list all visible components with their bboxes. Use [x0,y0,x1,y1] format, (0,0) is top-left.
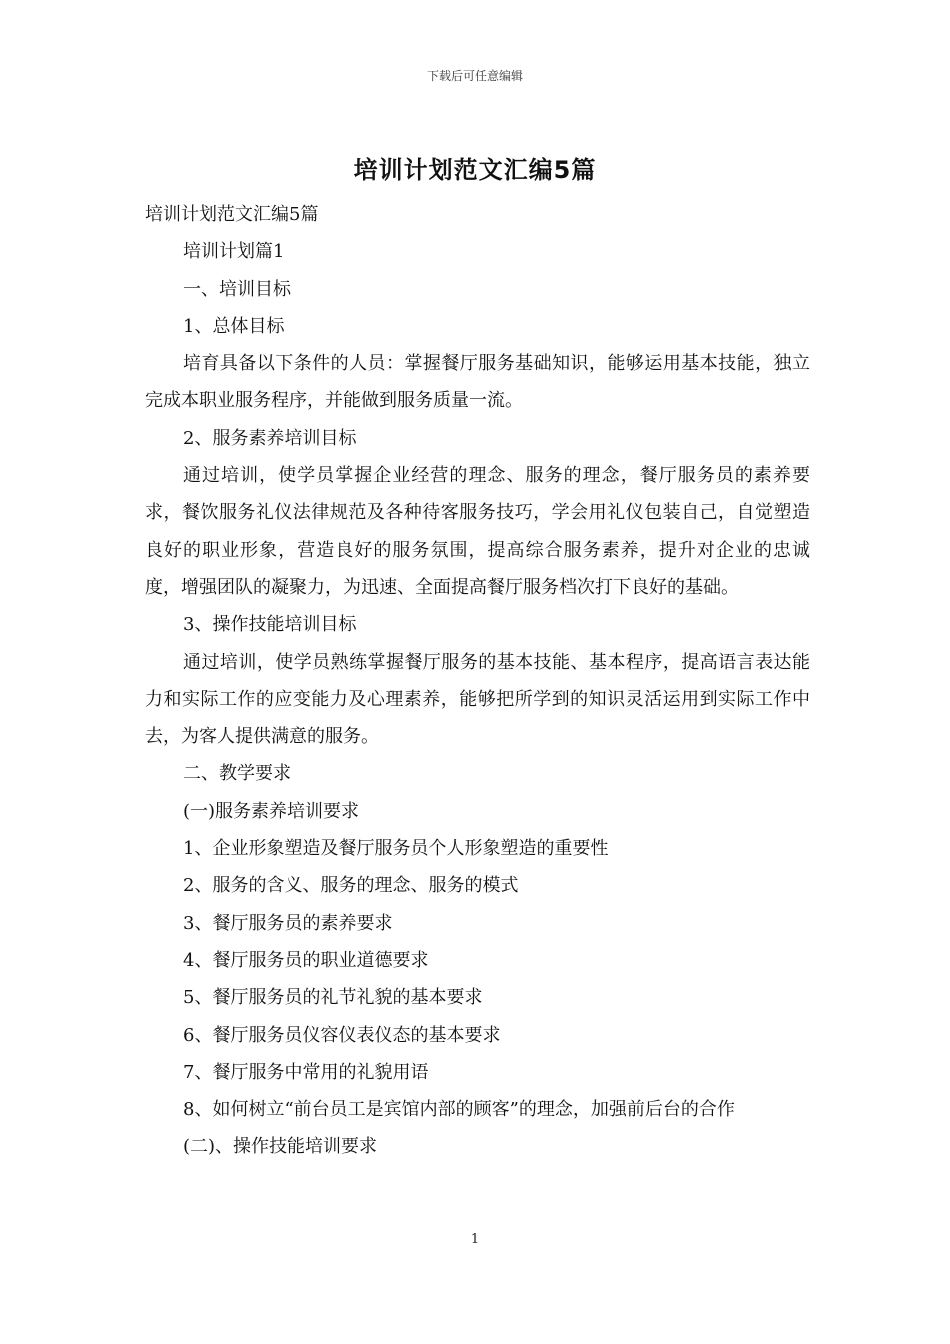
section-heading: 一、培训目标 [183,278,291,300]
paragraph: 培训计划篇1 [183,241,285,263]
paragraph: 培育具备以下条件的人员：掌握餐厅服务基础知识，能够运用基本技能，独立完成本职业服务程序，并能做到服务质量一流。 [145,353,810,412]
list-item: 7、餐厅服务中常用的礼貌用语 [183,1061,429,1083]
list-item: 1、企业形象塑造及餐厅服务员个人形象塑造的重要性 [183,838,609,860]
section-heading: 二、教学要求 [183,763,291,785]
list-item: 3、餐厅服务员的素养要求 [183,912,393,934]
subsection-heading: 3、操作技能培训目标 [183,614,357,636]
subsection-heading: 1、总体目标 [183,315,285,337]
paragraph: 培训计划范文汇编5篇 [145,204,319,225]
list-item: 4、餐厅服务员的职业道德要求 [183,949,429,971]
subsection-heading: (二)、操作技能培训要求 [183,1136,378,1158]
list-item: 8、如何树立“前台员工是宾馆内部的顾客”的理念，加强前后台的合作 [183,1099,735,1121]
paragraph: 通过培训，使学员掌握企业经营的理念、服务的理念，餐厅服务员的素养要求，餐饮服务礼仪法律规范及各种待客服务技巧，学会用礼仪包装自己，自觉塑造良好的职业形象，营造良好的服务氛围，提高综合服务素养，提升对企业的忠诚度，增强团队的凝聚力，为迅速、全面提高餐厅服务档次打下良好的基础。 [145,465,810,598]
page-number: 1 [470,1232,480,1247]
list-item: 2、服务的含义、服务的理念、服务的模式 [183,875,519,897]
document-body [145,196,810,1166]
header-note: 下载后可任意编辑 [426,69,523,83]
document-title: 培训计划范文汇编5篇 [353,156,597,184]
paragraph: 通过培训，使学员熟练掌握餐厅服务的基本技能、基本程序，提高语言表达能力和实际工作的应变能力及心理素养，能够把所学到的知识灵活运用到实际工作中去，为客人提供满意的服务。 [145,651,810,748]
subsection-heading: (一)服务素养培训要求 [183,800,360,822]
subsection-heading: 2、服务素养培训目标 [183,427,357,449]
list-item: 6、餐厅服务员仪容仪表仪态的基本要求 [183,1024,501,1046]
list-item: 5、餐厅服务员的礼节礼貌的基本要求 [183,987,483,1009]
